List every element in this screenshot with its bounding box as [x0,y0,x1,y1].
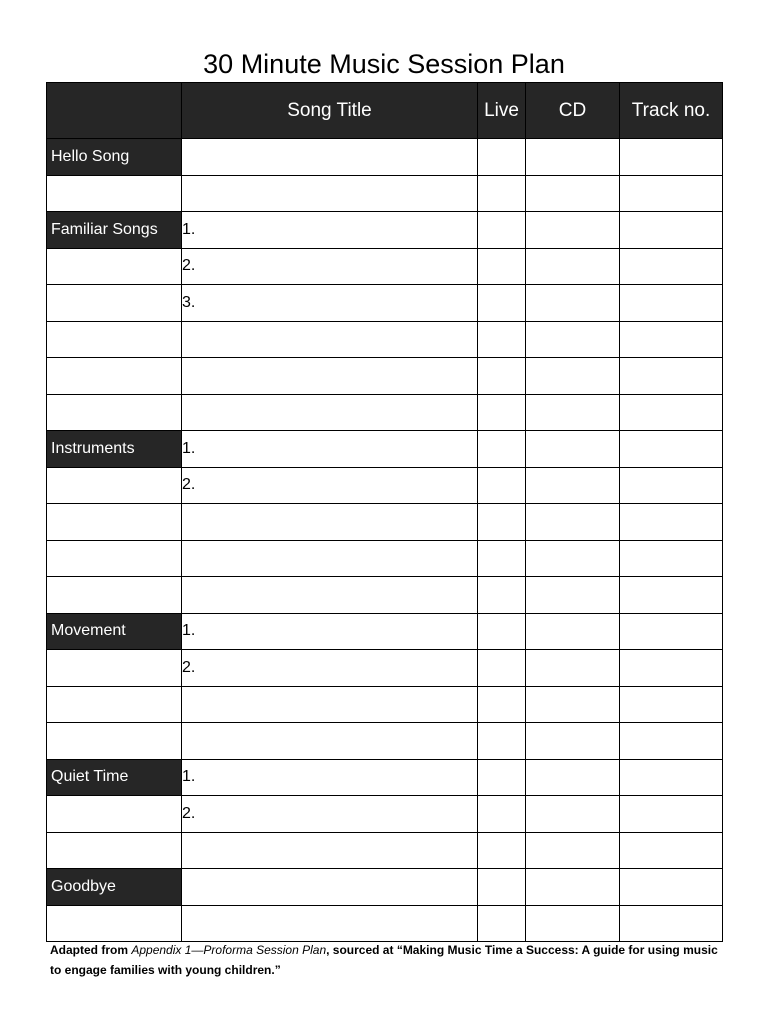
live-cell [478,321,526,358]
song-title-cell: 2. [182,248,478,285]
section-cell-empty [47,504,182,541]
section-cell-empty [47,650,182,687]
cd-cell [526,431,620,468]
cd-cell [526,540,620,577]
song-title-cell: 2. [182,467,478,504]
table-row [47,540,723,577]
track-no-cell [620,504,723,541]
song-title-cell [182,394,478,431]
song-title-cell [182,723,478,760]
track-no-cell [620,577,723,614]
table-row [47,139,723,176]
footnote-source-title: Appendix 1—Proforma Session Plan [131,943,327,957]
section-label: Goodbye [47,869,182,906]
section-label: Instruments [47,431,182,468]
table-row [47,723,723,760]
cd-cell [526,175,620,212]
section-label: Familiar Songs [47,212,182,249]
track-no-cell [620,832,723,869]
live-cell [478,759,526,796]
table-header-row [47,83,723,139]
cd-cell [526,832,620,869]
track-no-cell [620,723,723,760]
page-title: 30 Minute Music Session Plan [203,49,565,79]
track-no-cell [620,905,723,942]
live-cell [478,175,526,212]
table-row [47,577,723,614]
table-row [47,248,723,285]
live-cell [478,285,526,322]
live-cell [478,905,526,942]
table-row [47,285,723,322]
live-cell [478,248,526,285]
table-row [47,686,723,723]
track-no-cell [620,650,723,687]
cd-cell [526,504,620,541]
song-title-cell: 3. [182,285,478,322]
song-title-cell: 1. [182,431,478,468]
table-row [47,613,723,650]
track-no-cell [620,321,723,358]
song-title-cell: 1. [182,613,478,650]
section-cell-empty [47,394,182,431]
cd-cell [526,613,620,650]
footnote-suffix: , sourced at “Making Music Time a Success: A guide for using music to engage families with young children.” [50,943,718,977]
live-cell [478,613,526,650]
cd-cell [526,467,620,504]
live-cell [478,540,526,577]
track-no-cell [620,759,723,796]
section-cell-empty [47,540,182,577]
table-row [47,650,723,687]
session-plan-table [46,82,723,942]
table-row [47,869,723,906]
header-track-no: Track no. [620,83,723,139]
cd-cell [526,650,620,687]
table-row [47,212,723,249]
live-cell [478,394,526,431]
cd-cell [526,577,620,614]
live-cell [478,212,526,249]
song-title-cell [182,139,478,176]
section-cell-empty [47,686,182,723]
header-cd: CD [526,83,620,139]
song-title-cell [182,175,478,212]
section-cell-empty [47,321,182,358]
table-row [47,467,723,504]
song-title-cell [182,540,478,577]
section-cell-empty [47,796,182,833]
cd-cell [526,139,620,176]
table-row [47,832,723,869]
song-title-cell [182,504,478,541]
live-cell [478,869,526,906]
footnote-prefix: Adapted from [50,943,132,957]
table-row [47,358,723,395]
cd-cell [526,285,620,322]
track-no-cell [620,613,723,650]
cd-cell [526,686,620,723]
song-title-cell [182,686,478,723]
header-section [47,83,182,139]
cd-cell [526,723,620,760]
track-no-cell [620,467,723,504]
cd-cell [526,321,620,358]
song-title-cell [182,905,478,942]
section-cell-empty [47,358,182,395]
cd-cell [526,358,620,395]
track-no-cell [620,431,723,468]
table-row [47,431,723,468]
cd-cell [526,905,620,942]
track-no-cell [620,358,723,395]
section-cell-empty [47,577,182,614]
section-label: Hello Song [47,139,182,176]
song-title-cell: 2. [182,796,478,833]
live-cell [478,358,526,395]
track-no-cell [620,686,723,723]
song-title-cell [182,832,478,869]
header-live: Live [478,83,526,139]
song-title-cell: 1. [182,212,478,249]
cd-cell [526,212,620,249]
live-cell [478,686,526,723]
live-cell [478,577,526,614]
song-title-cell: 1. [182,759,478,796]
live-cell [478,139,526,176]
track-no-cell [620,285,723,322]
song-title-cell: 2. [182,650,478,687]
section-cell-empty [47,175,182,212]
track-no-cell [620,394,723,431]
section-label: Movement [47,613,182,650]
live-cell [478,431,526,468]
table-row [47,504,723,541]
live-cell [478,796,526,833]
cd-cell [526,796,620,833]
song-title-cell [182,869,478,906]
section-cell-empty [47,905,182,942]
cd-cell [526,248,620,285]
table-row [47,321,723,358]
track-no-cell [620,796,723,833]
section-label: Quiet Time [47,759,182,796]
track-no-cell [620,139,723,176]
footnote [50,940,730,980]
track-no-cell [620,212,723,249]
table-row [47,394,723,431]
song-title-cell [182,321,478,358]
header-song-title: Song Title [182,83,478,139]
live-cell [478,467,526,504]
live-cell [478,723,526,760]
track-no-cell [620,540,723,577]
section-cell-empty [47,285,182,322]
track-no-cell [620,175,723,212]
live-cell [478,650,526,687]
table-body [47,139,723,942]
track-no-cell [620,248,723,285]
table-row [47,175,723,212]
song-title-cell [182,577,478,614]
live-cell [478,832,526,869]
song-title-cell [182,358,478,395]
section-cell-empty [47,832,182,869]
table-row [47,796,723,833]
section-cell-empty [47,467,182,504]
cd-cell [526,759,620,796]
section-cell-empty [47,723,182,760]
track-no-cell [620,869,723,906]
table-row [47,905,723,942]
section-cell-empty [47,248,182,285]
table-row [47,759,723,796]
live-cell [478,504,526,541]
cd-cell [526,394,620,431]
cd-cell [526,869,620,906]
